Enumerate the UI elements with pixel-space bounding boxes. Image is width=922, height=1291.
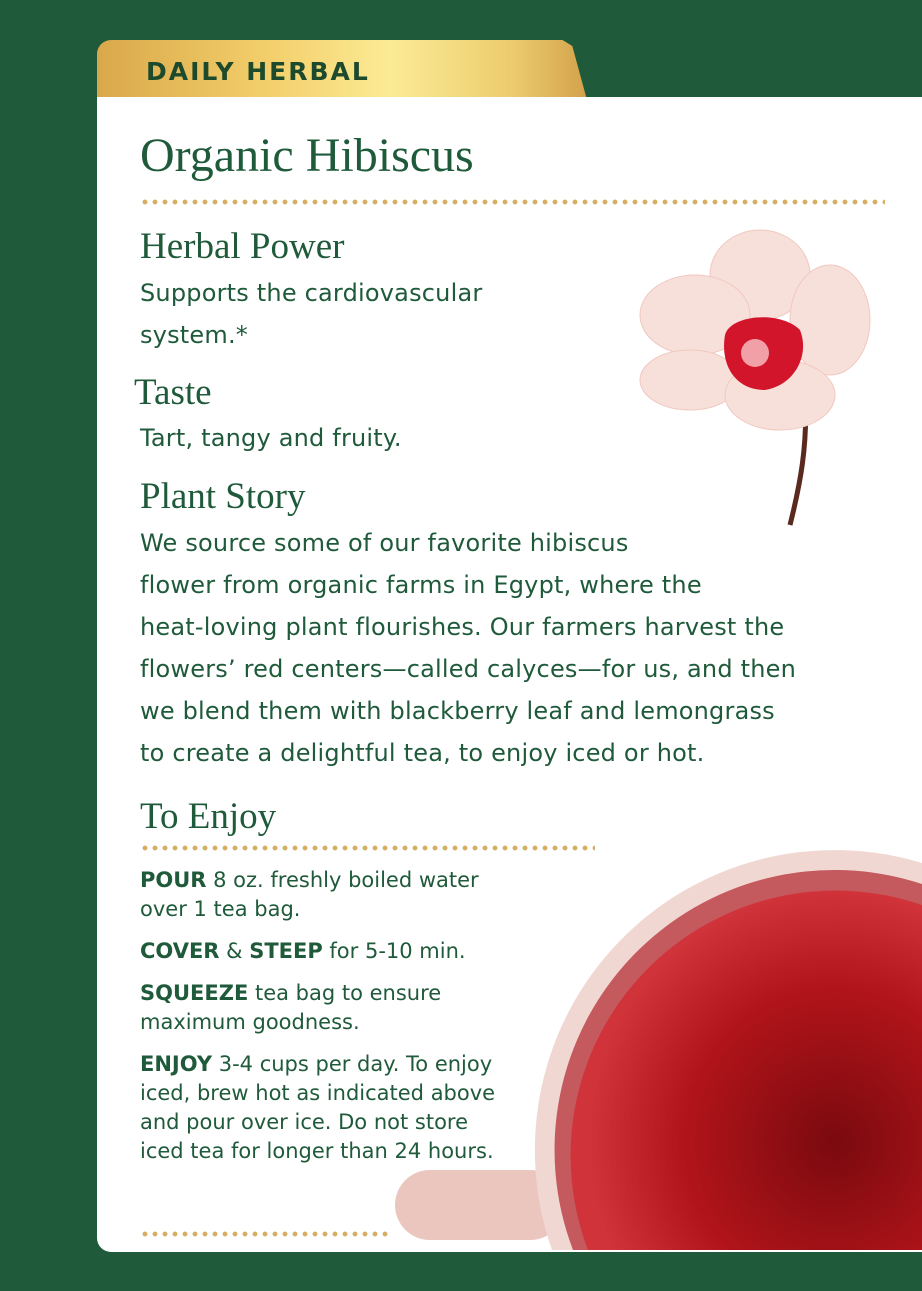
- step-pour: [140, 866, 510, 924]
- step-label: ENJOY: [140, 1052, 213, 1076]
- category-label: DAILY HERBAL: [146, 57, 370, 86]
- step-text: for 5-10 min.: [322, 939, 466, 963]
- step-text: 3-4 cups per day. To enjoy iced, brew hot as indicated above and pour over ice. Do not store iced tea for longer than 24 hours.: [140, 1052, 496, 1163]
- step-text: tea bag to ensure maximum goodness.: [140, 981, 442, 1034]
- text-line: We source some of our favorite hibiscus: [140, 529, 629, 557]
- brewing-instructions: [140, 866, 510, 1179]
- step-text: 8 oz. freshly boiled water over 1 tea bag.: [140, 868, 479, 921]
- text-line: to create a delightful tea, to enjoy iced or hot.: [140, 739, 705, 767]
- step-label: COVER: [140, 939, 220, 963]
- text-line: flowers’ red centers—called calyces—for us, and then: [140, 655, 796, 683]
- hibiscus-flower-image: [630, 225, 880, 535]
- herbal-power-heading: Herbal Power: [140, 226, 345, 267]
- text-line: flower from organic farms in Egypt, where the: [140, 571, 702, 599]
- step-label: POUR: [140, 868, 207, 892]
- step-cover-steep: [140, 937, 510, 966]
- herbal-power-text: [140, 272, 482, 356]
- plant-story-text: [140, 522, 880, 774]
- text-line: we blend them with blackberry leaf and lemongrass: [140, 697, 775, 725]
- text-line: system.*: [140, 321, 248, 349]
- taste-heading: Taste: [134, 372, 212, 413]
- divider: [140, 199, 885, 205]
- step-label: SQUEEZE: [140, 981, 249, 1005]
- step-text: &: [219, 939, 250, 963]
- divider: [140, 1231, 390, 1237]
- step-enjoy: [140, 1050, 500, 1166]
- plant-story-heading: Plant Story: [140, 476, 306, 517]
- product-title: Organic Hibiscus: [140, 129, 474, 182]
- taste-text: Tart, tangy and fruity.: [140, 424, 402, 452]
- text-line: Supports the cardiovascular: [140, 279, 483, 307]
- step-squeeze: [140, 979, 510, 1037]
- text-line: heat-loving plant flourishes. Our farmers harvest the: [140, 613, 785, 641]
- to-enjoy-heading: To Enjoy: [140, 796, 277, 837]
- step-label: STEEP: [249, 939, 323, 963]
